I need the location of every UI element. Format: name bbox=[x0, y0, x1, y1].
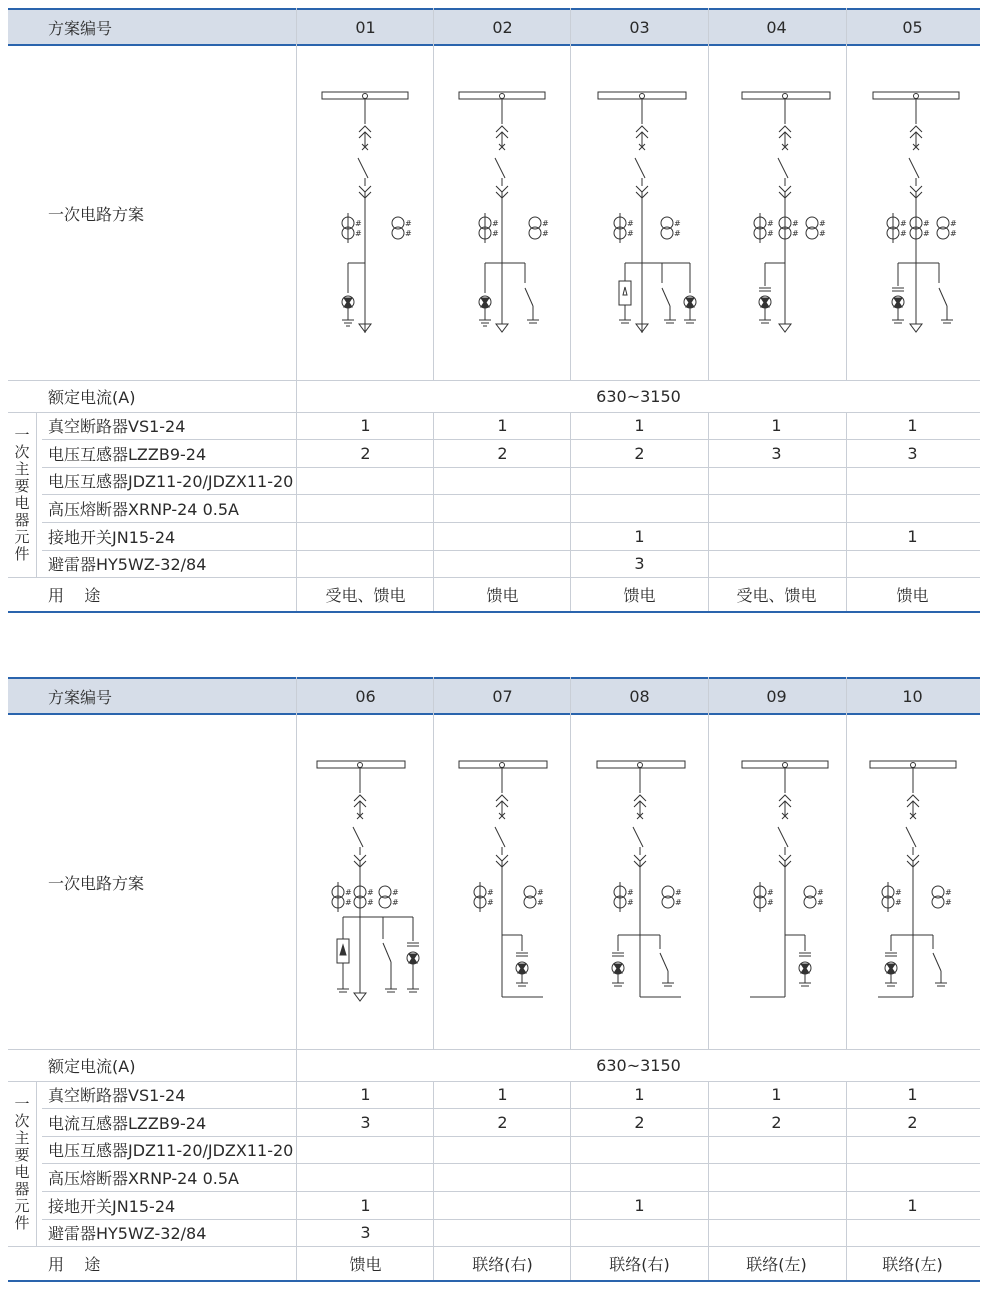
scheme-number: 05 bbox=[902, 17, 923, 37]
svg-text:#: # bbox=[627, 219, 634, 228]
component-qty bbox=[571, 494, 708, 522]
component-qty bbox=[571, 1136, 708, 1163]
usage-value: 馈电 bbox=[623, 585, 656, 605]
svg-text:#: # bbox=[345, 898, 352, 907]
svg-text:#: # bbox=[537, 888, 544, 897]
circuit-diagram-07 bbox=[455, 757, 555, 1007]
component-qty: 1 bbox=[907, 416, 918, 435]
svg-text:#: # bbox=[945, 888, 952, 897]
svg-text:#: # bbox=[627, 898, 634, 907]
component-qty bbox=[845, 1219, 980, 1246]
usage-value: 馈电 bbox=[349, 1254, 382, 1274]
component-qty bbox=[845, 494, 980, 522]
svg-text:#: # bbox=[674, 229, 681, 238]
component-row bbox=[8, 1191, 980, 1219]
svg-text:#: # bbox=[923, 219, 930, 228]
usage-value: 馈电 bbox=[486, 585, 519, 605]
component-qty: 1 bbox=[497, 416, 508, 435]
component-name: 避雷器HY5WZ-32/84 bbox=[48, 1224, 207, 1243]
component-qty bbox=[297, 1136, 434, 1163]
component-row bbox=[8, 467, 980, 494]
circuit-diagram-09 bbox=[730, 757, 830, 1007]
svg-text:#: # bbox=[674, 219, 681, 228]
svg-text:#: # bbox=[767, 898, 774, 907]
component-row bbox=[8, 1108, 980, 1136]
svg-text:#: # bbox=[405, 229, 412, 238]
component-qty bbox=[297, 494, 434, 522]
component-qty bbox=[708, 1163, 845, 1191]
svg-text:#: # bbox=[819, 229, 826, 238]
component-qty bbox=[571, 1219, 708, 1246]
svg-text:#: # bbox=[542, 229, 549, 238]
component-qty: 1 bbox=[907, 1195, 918, 1215]
component-name: 电流互感器LZZB9-24 bbox=[48, 1113, 207, 1133]
svg-text:#: # bbox=[405, 219, 412, 228]
svg-text:#: # bbox=[950, 219, 957, 228]
component-name: 电压互感器JDZ11-20/JDZX11-20 bbox=[48, 472, 294, 491]
component-qty bbox=[708, 522, 845, 550]
svg-text:#: # bbox=[392, 898, 399, 907]
svg-text:#: # bbox=[950, 229, 957, 238]
component-qty bbox=[708, 550, 845, 577]
svg-text:#: # bbox=[819, 219, 826, 228]
usage-value: 联络(左) bbox=[882, 1254, 943, 1274]
component-qty: 2 bbox=[771, 1112, 782, 1132]
component-qty: 2 bbox=[907, 1112, 918, 1132]
circuit-diagram-02 bbox=[455, 88, 555, 338]
scheme-number: 08 bbox=[629, 686, 650, 706]
svg-text:#: # bbox=[792, 229, 799, 238]
scheme-number: 07 bbox=[492, 686, 513, 706]
component-qty bbox=[297, 1163, 434, 1191]
usage-label: 用 途 bbox=[48, 1254, 101, 1274]
rated-current-value: 630~3150 bbox=[596, 386, 681, 406]
usage-value: 馈电 bbox=[896, 585, 929, 605]
component-qty: 1 bbox=[360, 416, 371, 435]
svg-text:#: # bbox=[355, 219, 362, 228]
usage-value: 联络(右) bbox=[609, 1254, 670, 1274]
circuit-diagram-01 bbox=[318, 88, 418, 338]
component-name: 高压熔断器XRNP-24 0.5A bbox=[48, 499, 239, 519]
component-qty: 1 bbox=[771, 1085, 782, 1104]
component-qty: 2 bbox=[497, 443, 508, 463]
svg-text:#: # bbox=[345, 888, 352, 897]
usage-value: 受电、馈电 bbox=[736, 585, 817, 605]
circuit-diagram-05 bbox=[861, 88, 971, 338]
svg-text:#: # bbox=[355, 229, 362, 238]
svg-text:#: # bbox=[900, 219, 907, 228]
component-qty: 1 bbox=[634, 1085, 645, 1104]
component-qty bbox=[845, 1163, 980, 1191]
svg-text:#: # bbox=[923, 229, 930, 238]
component-qty bbox=[434, 467, 571, 494]
component-qty bbox=[845, 1136, 980, 1163]
svg-text:#: # bbox=[945, 898, 952, 907]
component-row bbox=[8, 550, 980, 577]
component-name: 避雷器HY5WZ-32/84 bbox=[48, 555, 207, 574]
component-qty bbox=[571, 1163, 708, 1191]
svg-text:#: # bbox=[537, 898, 544, 907]
component-qty bbox=[708, 467, 845, 494]
svg-text:#: # bbox=[542, 219, 549, 228]
component-qty bbox=[297, 522, 434, 550]
component-row bbox=[8, 439, 980, 467]
svg-text:#: # bbox=[900, 229, 907, 238]
svg-text:#: # bbox=[367, 898, 374, 907]
component-qty: 3 bbox=[907, 443, 918, 463]
scheme-table-2 bbox=[8, 677, 980, 1282]
circuit-diagram-06 bbox=[313, 757, 423, 1007]
rated-current-label: 额定电流(A) bbox=[48, 387, 136, 407]
component-row bbox=[8, 1136, 980, 1163]
rated-current-value: 630~3150 bbox=[596, 1055, 681, 1075]
svg-text:#: # bbox=[767, 229, 774, 238]
circuit-diagram-10 bbox=[866, 757, 966, 1007]
component-qty bbox=[434, 522, 571, 550]
diagram-row-label: 一次电路方案 bbox=[48, 204, 145, 224]
component-name: 接地开关JN15-24 bbox=[48, 527, 176, 547]
component-qty: 2 bbox=[634, 1112, 645, 1132]
component-name: 真空断路器VS1-24 bbox=[48, 1086, 186, 1105]
usage-row bbox=[8, 577, 980, 611]
svg-text:#: # bbox=[392, 888, 399, 897]
svg-text:#: # bbox=[817, 898, 824, 907]
component-qty bbox=[708, 1191, 845, 1219]
rated-current-row bbox=[8, 380, 980, 412]
svg-text:#: # bbox=[817, 888, 824, 897]
component-name: 高压熔断器XRNP-24 0.5A bbox=[48, 1168, 239, 1188]
component-qty bbox=[434, 494, 571, 522]
component-qty bbox=[434, 1191, 571, 1219]
component-row bbox=[8, 412, 980, 439]
header-label: 方案编号 bbox=[48, 18, 113, 38]
usage-value: 联络(左) bbox=[746, 1254, 807, 1274]
component-qty: 3 bbox=[360, 1112, 371, 1132]
rated-current-row bbox=[8, 1049, 980, 1081]
scheme-number: 06 bbox=[355, 686, 376, 706]
circuit-diagram-03 bbox=[590, 88, 700, 338]
component-qty bbox=[845, 550, 980, 577]
svg-text:#: # bbox=[487, 888, 494, 897]
rated-current-label: 额定电流(A) bbox=[48, 1056, 136, 1076]
component-qty: 1 bbox=[360, 1195, 371, 1215]
component-qty bbox=[434, 550, 571, 577]
component-qty bbox=[708, 494, 845, 522]
component-qty bbox=[297, 467, 434, 494]
scheme-table-1 bbox=[8, 8, 980, 613]
scheme-number: 02 bbox=[492, 17, 513, 37]
scheme-number: 03 bbox=[629, 17, 650, 37]
svg-text:#: # bbox=[487, 898, 494, 907]
component-row bbox=[8, 494, 980, 522]
svg-text:#: # bbox=[627, 888, 634, 897]
svg-text:#: # bbox=[492, 219, 499, 228]
scheme-number: 09 bbox=[766, 686, 787, 706]
table-header bbox=[8, 677, 980, 715]
component-qty: 1 bbox=[907, 526, 918, 546]
circuit-diagram-08 bbox=[593, 757, 693, 1007]
component-row bbox=[8, 1219, 980, 1246]
component-qty: 1 bbox=[634, 526, 645, 546]
component-name: 电压互感器JDZ11-20/JDZX11-20 bbox=[48, 1141, 294, 1160]
component-qty: 1 bbox=[634, 416, 645, 435]
component-qty bbox=[434, 1219, 571, 1246]
diagram-row-label: 一次电路方案 bbox=[48, 873, 145, 893]
component-row bbox=[8, 1081, 980, 1108]
component-qty bbox=[434, 1136, 571, 1163]
component-qty: 2 bbox=[497, 1112, 508, 1132]
usage-label: 用 途 bbox=[48, 585, 101, 605]
component-group-label: 一 次 主 要 电 器 元 件 bbox=[14, 1094, 30, 1232]
component-name: 电压互感器LZZB9-24 bbox=[48, 444, 207, 464]
component-row bbox=[8, 1163, 980, 1191]
component-qty: 2 bbox=[360, 443, 371, 463]
component-qty: 1 bbox=[497, 1085, 508, 1104]
svg-text:#: # bbox=[767, 888, 774, 897]
svg-text:#: # bbox=[627, 229, 634, 238]
component-qty: 2 bbox=[634, 443, 645, 463]
component-qty bbox=[571, 467, 708, 494]
svg-text:#: # bbox=[895, 888, 902, 897]
usage-row bbox=[8, 1246, 980, 1280]
component-qty: 1 bbox=[634, 1195, 645, 1215]
component-group-label: 一 次 主 要 电 器 元 件 bbox=[14, 425, 30, 563]
component-qty bbox=[708, 1219, 845, 1246]
component-qty: 3 bbox=[360, 1223, 371, 1242]
svg-text:#: # bbox=[492, 229, 499, 238]
component-qty bbox=[297, 550, 434, 577]
component-qty bbox=[845, 467, 980, 494]
svg-text:#: # bbox=[675, 888, 682, 897]
svg-text:#: # bbox=[675, 898, 682, 907]
component-qty: 3 bbox=[771, 443, 782, 463]
component-qty: 3 bbox=[634, 554, 645, 573]
header-label: 方案编号 bbox=[48, 687, 113, 707]
scheme-number: 04 bbox=[766, 17, 787, 37]
component-qty: 1 bbox=[771, 416, 782, 435]
scheme-number: 10 bbox=[902, 686, 923, 706]
component-qty: 1 bbox=[360, 1085, 371, 1104]
usage-value: 受电、馈电 bbox=[325, 585, 406, 605]
svg-text:#: # bbox=[792, 219, 799, 228]
component-qty: 1 bbox=[907, 1085, 918, 1104]
component-name: 真空断路器VS1-24 bbox=[48, 417, 186, 436]
svg-text:#: # bbox=[367, 888, 374, 897]
component-name: 接地开关JN15-24 bbox=[48, 1196, 176, 1216]
scheme-number: 01 bbox=[355, 17, 376, 37]
circuit-diagram-04 bbox=[730, 88, 840, 338]
component-qty bbox=[434, 1163, 571, 1191]
usage-value: 联络(右) bbox=[472, 1254, 533, 1274]
component-row bbox=[8, 522, 980, 550]
table-header bbox=[8, 8, 980, 46]
svg-text:#: # bbox=[895, 898, 902, 907]
svg-text:#: # bbox=[767, 219, 774, 228]
component-qty bbox=[708, 1136, 845, 1163]
